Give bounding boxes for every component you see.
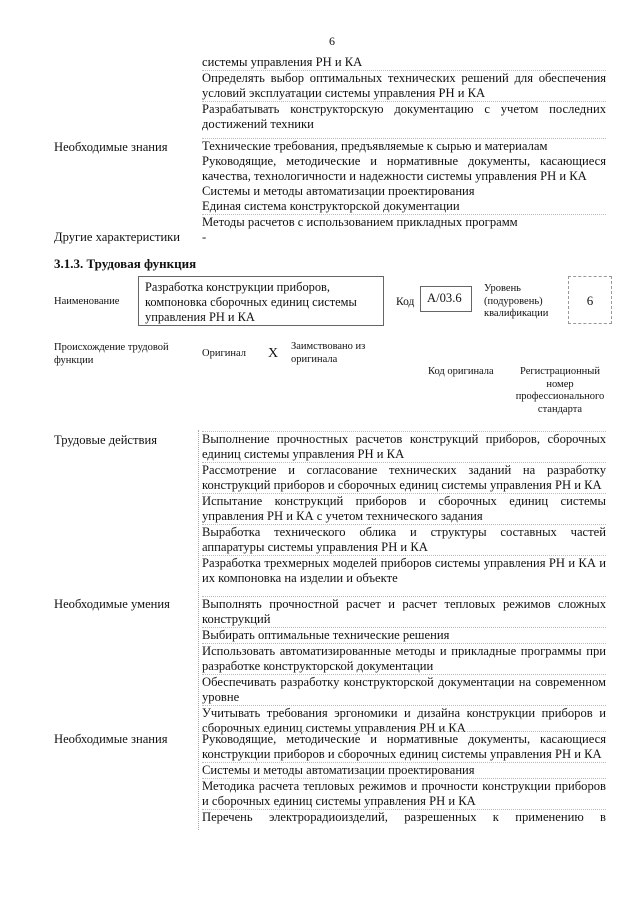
name-label: Наименование <box>54 296 120 307</box>
original-mark: X <box>268 346 279 361</box>
original-label: Оригинал <box>202 348 246 359</box>
list-item: Рассмотрение и согласование технических заданий на разработку конструкций приборов и сборочных единиц системы управления РН и КА <box>202 463 606 492</box>
other-characteristics-value: - <box>202 230 207 244</box>
list-item: Обеспечивать разработку конструкторской документации на современном уровне <box>202 675 606 704</box>
knowledge-label-top: Необходимые знания <box>54 140 168 154</box>
list-item: Методы расчетов с использованием прикладных программ <box>202 214 606 230</box>
continued-skills-list <box>202 55 606 132</box>
list-item: Выполнение прочностных расчетов конструкций приборов, сборочных единиц системы управления РН и КА <box>202 432 606 461</box>
list-item: Единая система конструкторской документации <box>202 199 460 213</box>
knowledge-list-top <box>202 138 606 230</box>
list-item: Учитывать требования эргономики и дизайна конструкции приборов и сборочных единиц системы управления РН и КА <box>202 706 606 735</box>
list-item: Использовать автоматизированные методы и прикладные программы при разработке конструкторской документации <box>202 644 606 673</box>
level-label: Уровень (подуровень) квалификации <box>484 283 549 319</box>
code-value: А/03.6 <box>420 286 472 312</box>
skills-label: Необходимые умения <box>54 597 170 611</box>
list-item: Разработка трехмерных моделей приборов системы управления РН и КА и их компоновка на изделии и объекте <box>202 556 606 585</box>
list-item: Выработка технического облика и структуры составных частей аппаратуры системы управления РН и КА <box>202 525 606 554</box>
list-item: системы управления РН и КА <box>202 55 363 69</box>
column-divider <box>198 430 199 830</box>
list-item: Технические требования, предъявляемые к сырью и материалам <box>202 138 606 154</box>
list-item: Системы и методы автоматизации проектирования <box>202 184 475 198</box>
code-label: Код <box>396 296 415 308</box>
skills-list <box>202 596 606 736</box>
reg-number-label: Регистрационный номер профессионального стандарта <box>515 366 605 415</box>
list-item: Испытание конструкций приборов и сборочных единиц системы управления РН и КА с учетом технического задания <box>202 494 606 523</box>
section-heading: 3.1.3. Трудовая функция <box>54 256 197 271</box>
knowledge-list <box>202 731 606 825</box>
list-item: Методика расчета тепловых режимов и прочности конструкции приборов и сборочных единиц системы управления РН и КА <box>202 779 606 808</box>
borrowed-label: Заимствовано из оригинала <box>291 341 366 365</box>
page-number: 6 <box>329 34 335 48</box>
list-item: Выполнять прочностной расчет и расчет тепловых режимов сложных конструкций <box>202 597 606 626</box>
function-name: Разработка конструкции приборов, компоновка сборочных единиц системы управления РН и КА <box>145 280 357 324</box>
knowledge-label: Необходимые знания <box>54 732 168 746</box>
level-value: 6 <box>568 276 612 324</box>
list-item: Системы и методы автоматизации проектирования <box>202 762 606 778</box>
other-characteristics-label: Другие характеристики <box>54 230 181 244</box>
list-item: Руководящие, методические и нормативные документы, касающиеся конструкции приборов и сборочных единиц системы управления РН и КА <box>202 732 606 761</box>
labor-actions-label: Трудовые действия <box>54 433 158 447</box>
origin-code-label: Код оригинала <box>428 366 494 377</box>
list-item: Выбирать оптимальные технические решения <box>202 627 606 643</box>
origin-label: Происхождение трудовой функции <box>54 342 169 366</box>
labor-actions-list <box>202 431 606 586</box>
function-name-box <box>138 276 384 326</box>
list-item: Определять выбор оптимальных технических решений для обеспечения условий эксплуатации системы управления РН и КА <box>202 71 606 100</box>
list-item: Перечень электрорадиоизделий, разрешенных к применению в <box>202 810 606 824</box>
list-item: Разрабатывать конструкторскую документацию с учетом последних достижений техники <box>202 102 606 131</box>
list-item: Руководящие, методические и нормативные документы, касающиеся качества, технологичности и надежности системы управления РН и КА <box>202 154 606 183</box>
